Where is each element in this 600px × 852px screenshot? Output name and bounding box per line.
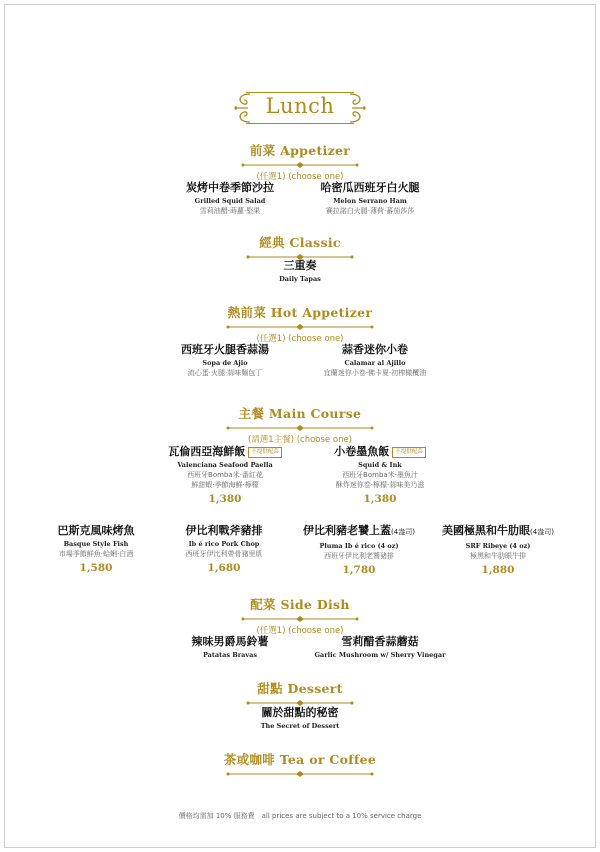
- item-name-zh: [428, 523, 568, 540]
- section-dessert: [0, 681, 600, 707]
- item-name-zh: [150, 444, 300, 459]
- item-price: 1,580: [79, 562, 113, 574]
- item-description: 酥炸迷你卷‧檸檬‧蒜味美乃滋: [335, 481, 425, 489]
- divider-ornament: [225, 323, 375, 331]
- item-description: 雪莉油醋‧蒔蘿‧堅果: [199, 207, 261, 215]
- divider-ornament: [225, 424, 375, 432]
- item-name-zh: 蒜香迷你小卷: [342, 343, 408, 356]
- item-name-zh: 西班牙火腿香蒜湯: [181, 343, 269, 356]
- divider-ornament: [240, 615, 360, 623]
- item-name-text: 瓦倫西亞海鮮飯: [168, 445, 246, 458]
- item-name-zh: 三重奏: [283, 259, 317, 272]
- item-name-en: Basque Style Fish: [63, 540, 129, 548]
- menu-item: [170, 180, 290, 216]
- section-main-course: [0, 406, 600, 446]
- section-title: 茶或咖啡 Tea or Coffee: [223, 752, 377, 767]
- section-side-dish: [0, 597, 600, 637]
- item-price: 1,780: [342, 564, 376, 576]
- item-name-en: Ib é rico Pork Chop: [188, 540, 260, 548]
- item-description: 極黑和牛肋眼牛排: [470, 552, 526, 560]
- item-name-en: The Secret of Dessert: [260, 722, 340, 730]
- menu-item: [280, 634, 480, 660]
- item-name-en: Garlic Mushroom w/ Sherry Vinegar: [314, 651, 446, 659]
- menu-item: [290, 523, 428, 577]
- item-description: 賽拉諾白火腿‧薄荷‧蕃茄莎莎: [325, 207, 415, 215]
- divider-ornament: [225, 770, 375, 778]
- menu-item: [32, 523, 160, 575]
- item-name-en: Daily Tapas: [279, 275, 321, 283]
- item-name-zh: 哈密瓜西班牙白火腿: [320, 181, 420, 194]
- item-name-en: Melon Serrano Ham: [333, 197, 407, 205]
- section-appetizer: [0, 143, 600, 183]
- title-frame: [246, 92, 354, 124]
- menu-item: [305, 180, 435, 216]
- portion-size: (4盎司): [530, 528, 554, 536]
- menu-item: [240, 258, 360, 284]
- item-name-zh: 巴斯克風味烤魚: [57, 524, 135, 537]
- item-price: 1,680: [207, 562, 241, 574]
- item-name-en: SRF Ribeye (4 oz): [465, 542, 531, 550]
- menu-item: [305, 444, 455, 506]
- item-description: 西班牙Bomba米‧番紅花: [187, 471, 263, 479]
- no-side-badge: 不提供配菜: [248, 447, 282, 458]
- menu-title-block: [0, 84, 600, 130]
- item-description: 西班牙Bomba米‧墨魚汁: [342, 471, 418, 479]
- item-description: 鮮甜蝦‧季節海鮮‧檸檬: [191, 481, 259, 489]
- item-description: 西班牙伊比利老饕豬排: [324, 552, 394, 560]
- item-name-zh: 辣味男爵馬鈴薯: [191, 635, 269, 648]
- item-name-text: 小卷墨魚飯: [334, 445, 390, 458]
- item-name-en: Squid & Ink: [358, 461, 402, 469]
- page-title: Lunch: [265, 94, 335, 118]
- menu-item: [170, 634, 290, 660]
- menu-item: [150, 444, 300, 506]
- section-title: 經典 Classic: [259, 235, 341, 250]
- menu-item: [230, 705, 370, 731]
- item-price: 1,380: [208, 493, 242, 505]
- item-name-zh: 炭烤中卷季節沙拉: [186, 181, 274, 194]
- ornament-right-icon: [348, 88, 368, 128]
- item-name-zh: 關於甜點的秘密: [261, 706, 339, 719]
- item-name-en: Valenciana Seafood Paella: [177, 461, 273, 469]
- no-side-badge: 不提供配菜: [392, 447, 426, 458]
- menu-item: [160, 342, 290, 378]
- item-name-zh: [290, 523, 428, 540]
- section-title: 前菜 Appetizer: [249, 143, 351, 158]
- section-title: 配菜 Side Dish: [250, 597, 350, 612]
- item-description: 宜蘭迷你小卷‧佛卡夏‧初榨橄欖油: [323, 369, 427, 377]
- service-charge-note: 價格均需加 10% 服務費 all prices are subject to a 10% service charge: [178, 812, 422, 820]
- section-hot-appetizer: [0, 305, 600, 345]
- item-name-text: 美國極黑和牛肋眼: [442, 524, 531, 537]
- section-subtitle: (請選1主餐) (choose one): [247, 435, 352, 445]
- section-tea-coffee: [0, 752, 600, 778]
- item-name-zh: [305, 444, 455, 459]
- menu-item: [428, 523, 568, 577]
- section-title: 熱前菜 Hot Appetizer: [227, 305, 373, 320]
- item-name-en: Calamar al Ajillo: [344, 359, 406, 367]
- section-subtitle: (任選1) (choose one): [256, 172, 344, 182]
- menu-item: [160, 523, 288, 575]
- section-subtitle: (任選1) (choose one): [256, 626, 344, 636]
- divider-ornament: [240, 161, 360, 169]
- item-description: 市場季節鮮魚‧蛤蜊‧白酒: [58, 550, 134, 558]
- item-name-zh: 雪莉醋香蒜蘑菇: [341, 635, 419, 648]
- item-description: 流心蛋‧火腿‧蒜味麵包丁: [187, 369, 263, 377]
- item-name-zh: 伊比利戰斧豬排: [185, 524, 263, 537]
- section-title: 甜點 Dessert: [257, 681, 343, 696]
- item-description: 西班牙伊比利帶骨豬里肌: [185, 550, 263, 558]
- menu-item: [310, 342, 440, 378]
- section-title: 主餐 Main Course: [238, 406, 362, 421]
- portion-size: (4盎司): [391, 528, 415, 536]
- item-name-text: 伊比利豬老饕上蓋: [303, 524, 392, 537]
- item-price: 1,380: [363, 493, 397, 505]
- item-name-en: Grilled Squid Salad: [194, 197, 266, 205]
- item-price: 1,880: [481, 564, 515, 576]
- section-subtitle: (任選1) (choose one): [256, 334, 344, 344]
- item-name-en: Pluma Ib é rico (4 oz): [319, 542, 399, 550]
- item-name-en: Patatas Bravas: [202, 651, 258, 659]
- item-name-en: Sopa de Ajio: [202, 359, 248, 367]
